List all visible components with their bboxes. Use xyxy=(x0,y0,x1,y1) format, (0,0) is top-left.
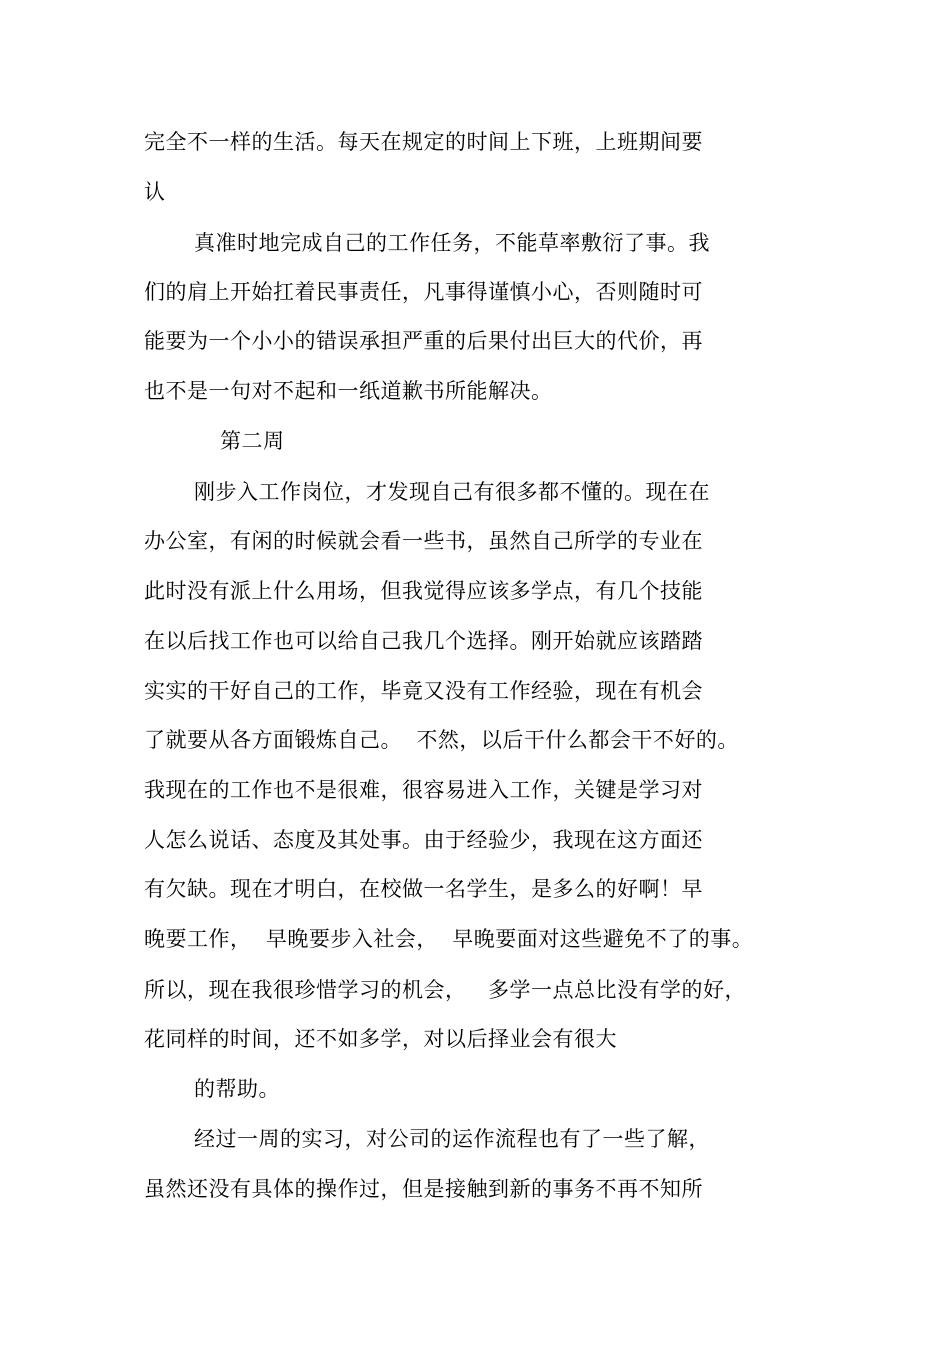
text-line: 的帮助。 xyxy=(194,1077,280,1101)
section-heading: 第二周 xyxy=(220,429,285,453)
text-line: 花同样的时间，还不如多学，对以后择业会有很大 xyxy=(144,1027,617,1051)
text-line: 在以后找工作也可以给自己我几个选择。刚开始就应该踏踏 xyxy=(144,629,703,653)
text-line: 所以，现在我很珍惜学习的机会， 多学一点总比没有学的好， xyxy=(144,978,747,1002)
paragraph-first-line: 真准时地完成自己的工作任务，不能草率敷衍了事。我 xyxy=(194,231,710,255)
text-line: 我现在的工作也不是很难，很容易进入工作，关键是学习对 xyxy=(144,778,703,802)
text-line: 人怎么说话、态度及其处事。由于经验少，我现在这方面还 xyxy=(144,828,703,852)
text-line: 们的肩上开始扛着民事责任，凡事得谨慎小心，否则随时可 xyxy=(144,280,703,304)
text-line: 有欠缺。现在才明白，在校做一名学生，是多么的好啊！早 xyxy=(144,877,703,901)
text-line: 虽然还没有具体的操作过，但是接触到新的事务不再不知所 xyxy=(144,1177,703,1201)
text-line: 能要为一个小小的错误承担严重的后果付出巨大的代价，再 xyxy=(144,329,703,353)
text-line: 实实的干好自己的工作，毕竟又没有工作经验，现在有机会 xyxy=(144,679,703,703)
text-line: 晚要工作， 早晚要步入社会， 早晚要面对这些避免不了的事。 xyxy=(144,927,754,951)
text-line: 也不是一句对不起和一纸道歉书所能解决。 xyxy=(144,379,553,403)
text-line: 认 xyxy=(144,180,166,204)
paragraph-first-line: 经过一周的实习，对公司的运作流程也有了一些了解， xyxy=(194,1127,710,1151)
text-line: 此时没有派上什么用场，但我觉得应该多学点，有几个技能 xyxy=(144,579,703,603)
text-line: 完全不一样的生活。每天在规定的时间上下班，上班期间要 xyxy=(144,130,703,154)
paragraph-first-line: 刚步入工作岗位，才发现自己有很多都不懂的。现在在 xyxy=(194,480,710,504)
text-line: 了就要从各方面锻炼自己。 不然，以后干什么都会干不好的。 xyxy=(144,728,739,752)
text-line: 办公室，有闲的时候就会看一些书，虽然自己所学的专业在 xyxy=(144,529,703,553)
